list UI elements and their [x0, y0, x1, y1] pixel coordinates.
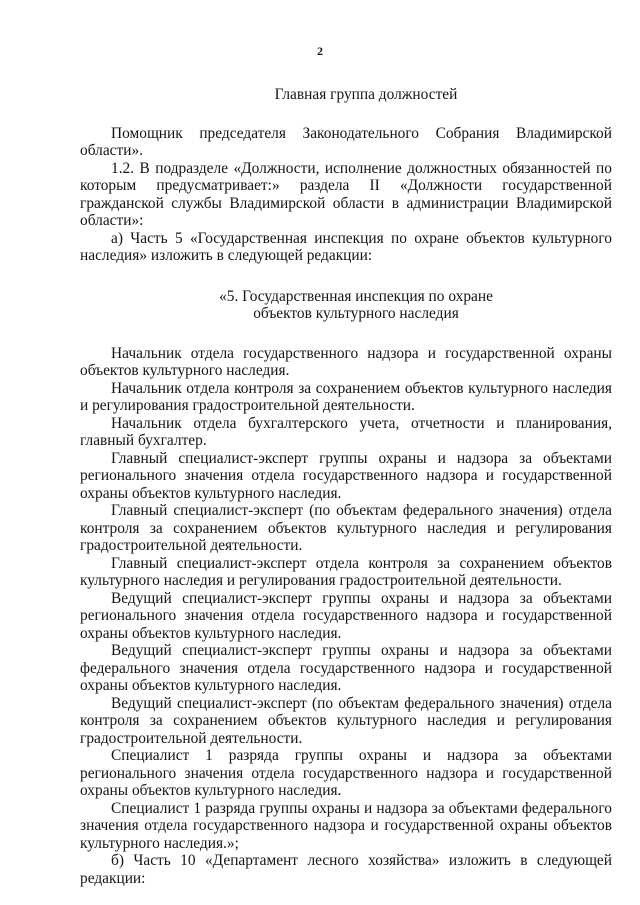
position-paragraph: Главный специалист-эксперт отдела контроля за сохранением объектов культурного наследия и регулирования градостроительной деятельности.: [80, 554, 612, 589]
position-paragraph: Начальник отдела бухгалтерского учета, отчетности и планирования, главный бухгалтер.: [80, 414, 612, 449]
group-heading: Главная группа должностей: [274, 86, 458, 103]
section-title: [80, 288, 612, 323]
position-paragraph: Начальник отдела государственного надзора и государственной охраны объектов культурного наследия.: [80, 344, 612, 379]
document-body: [80, 86, 612, 887]
section-title-line-1: «5. Государственная инспекция по охране: [219, 287, 493, 305]
intro-paragraph-1: Помощник председателя Законодательного Собрания Владимирской области».: [80, 124, 612, 159]
page-number: 2: [317, 44, 323, 58]
position-paragraph: Ведущий специалист-эксперт группы охраны и надзора за объектами федерального значения отдела государственного надзора и государственной охраны объектов культурного наследия.: [80, 642, 612, 694]
position-paragraph: Начальник отдела контроля за сохранением объектов культурного наследия и регулирования градостроительной деятельности.: [80, 379, 612, 414]
position-paragraph: Главный специалист-эксперт (по объектам федерального значения) отдела контроля за сохранением объектов культурного наследия и регулирования градостроительной деятельности.: [80, 502, 612, 554]
position-paragraph: Специалист 1 разряда группы охраны и надзора за объектами регионального значения отдела государственного надзора и государственной охраны объектов культурного наследия.: [80, 747, 612, 799]
amendment-paragraph: б) Часть 10 «Департамент лесного хозяйства» изложить в следующей редакции:: [80, 852, 612, 887]
intro-paragraph-2: 1.2. В подразделе «Должности, исполнение должностных обязанностей по которым предусматривает:» раздела II «Должности государственной гражданской службы Владимирской области в администрации Владимирской области»:: [80, 159, 612, 229]
position-paragraph: Главный специалист-эксперт группы охраны и надзора за объектами регионального значения отдела государственного надзора и государственной охраны объектов культурного наследия.: [80, 449, 612, 502]
position-paragraph: Специалист 1 разряда группы охраны и надзора за объектами федерального значения отдела государственного надзора и государственной охраны объектов культурного наследия.»;: [80, 799, 612, 852]
intro-paragraph-3: а) Часть 5 «Государственная инспекция по охране объектов культурного наследия» изложить в следующей редакции:: [80, 229, 612, 264]
position-paragraph: Ведущий специалист-эксперт (по объектам федерального значения) отдела контроля за сохранением объектов культурного наследия и регулирования градостроительной деятельности.: [80, 694, 612, 747]
position-paragraph: Ведущий специалист-эксперт группы охраны и надзора за объектами регионального значения отдела государственного надзора и государственной охраны объектов культурного наследия.: [80, 589, 612, 642]
section-title-line-2: объектов культурного наследия: [253, 305, 459, 322]
